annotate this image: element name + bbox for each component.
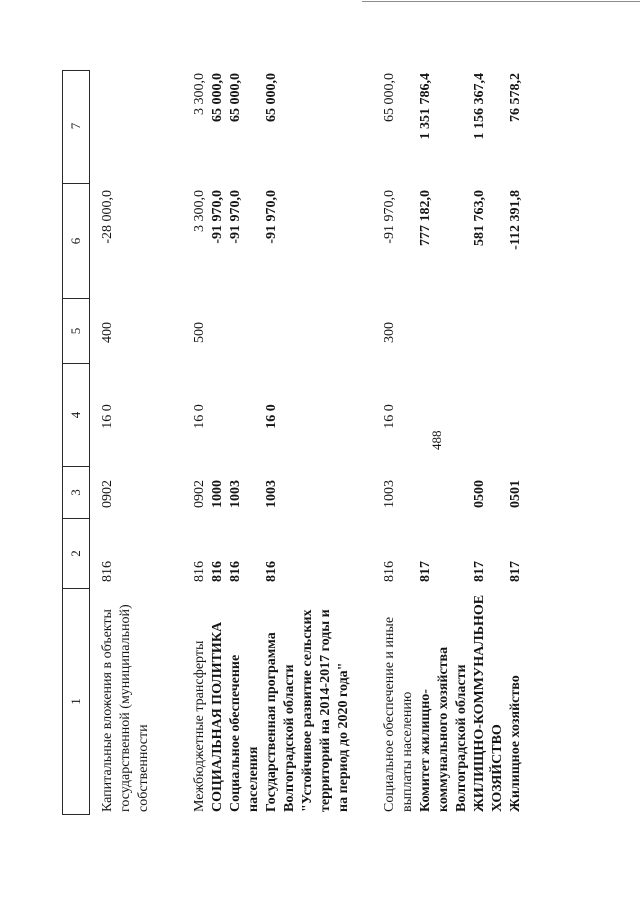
cell-change-amount: -91 970,0 (228, 190, 243, 244)
cell-department-code: 817 (508, 561, 523, 582)
row-name-line: СОЦИАЛЬНАЯ ПОЛИТИКА (210, 621, 225, 812)
cell-expense-type: 300 (382, 322, 397, 343)
row-name (227, 590, 263, 815)
cell-target-article: 16 0 (382, 404, 397, 429)
cell-change-amount: 3 300,0 (192, 190, 207, 232)
table-row (227, 70, 263, 815)
header-col-1: 1 (68, 698, 83, 705)
header-col-5: 5 (63, 299, 89, 364)
cell-total-amount: 65 000,0 (228, 73, 243, 122)
cell-section-code: 0500 (472, 480, 487, 508)
row-name-line: Волгоградской области (454, 664, 469, 812)
row-name-line: выплаты населению (400, 691, 415, 812)
cell-department-code: 816 (210, 561, 225, 582)
table-row (209, 70, 227, 815)
cell-total-amount: 65 000,0 (210, 73, 225, 122)
cell-change-amount: -91 970,0 (382, 190, 397, 244)
table-row (191, 70, 209, 815)
row-name-line: ХОЗЯЙСТВО (490, 724, 505, 812)
cell-section-code: 0501 (508, 480, 523, 508)
table-row (381, 70, 417, 815)
row-name-line: Социальное обеспечение (228, 654, 243, 812)
page-number: 488 (429, 430, 444, 450)
row-name-line: собственности (136, 724, 151, 812)
cell-total-amount: 1 156 367,4 (472, 73, 487, 140)
cell-department-code: 817 (418, 561, 433, 582)
cell-target-article: 16 0 (100, 404, 115, 429)
cell-total-amount: 65 000,0 (382, 73, 397, 122)
cell-expense-type: 500 (192, 322, 207, 343)
row-name-line: территорий на 2014-2017 годы и (318, 609, 333, 812)
cell-section-code: 1003 (382, 480, 397, 508)
cell-target-article: 16 0 (192, 404, 207, 429)
header-col-4: 4 (63, 364, 89, 467)
cell-change-amount: -112 391,8 (508, 190, 523, 250)
cell-expense-type: 400 (100, 322, 115, 343)
table-row (99, 70, 153, 815)
row-name-line: Волгоградской области (282, 664, 297, 812)
cell-change-amount: 581 763,0 (472, 190, 487, 246)
cell-change-amount: -28 000,0 (100, 190, 115, 244)
table-header (62, 70, 90, 815)
row-name-line: "Устойчивое развитие сельских (300, 609, 315, 812)
header-col-7: 7 (63, 69, 89, 184)
row-name-line: Межбюджетные трансферты (192, 640, 207, 812)
row-name (381, 590, 417, 815)
row-name-line: государственной (муниципальной) (118, 604, 133, 812)
header-col-6: 6 (63, 184, 89, 299)
cell-section-code: 1003 (228, 480, 243, 508)
cell-section-code: 0902 (100, 480, 115, 508)
cell-section-code: 1003 (264, 480, 279, 508)
row-name (99, 590, 153, 815)
cell-target-article: 16 0 (264, 404, 279, 429)
row-name-line: Капитальные вложения в объекты (100, 609, 115, 812)
row-name-line: Жилищное хозяйство (508, 675, 523, 812)
cell-change-amount: -91 970,0 (264, 190, 279, 244)
row-name-line: Комитет жилищно- (418, 689, 433, 812)
header-col-3: 3 (63, 467, 89, 519)
row-name-line: ЖИЛИЩНО-КОММУНАЛЬНОЕ (472, 594, 487, 812)
table-row (471, 70, 507, 815)
row-name-line: Государственная программа (264, 632, 279, 812)
row-name-line: на период до 2020 года" (336, 662, 351, 812)
cell-department-code: 817 (472, 561, 487, 582)
row-name-line: коммунального хозяйства (436, 646, 451, 812)
cell-department-code: 816 (264, 561, 279, 582)
cell-total-amount: 76 578,2 (508, 73, 523, 122)
row-name-line: Социальное обеспечение и иные (382, 616, 397, 812)
cell-department-code: 816 (192, 561, 207, 582)
cell-section-code: 1000 (210, 480, 225, 508)
table-row (263, 70, 353, 815)
cell-section-code: 0902 (192, 480, 207, 508)
header-col-2: 2 (63, 519, 89, 589)
cell-department-code: 816 (100, 561, 115, 582)
table-row (417, 70, 471, 815)
row-name (263, 590, 353, 815)
cell-department-code: 816 (228, 561, 243, 582)
cell-department-code: 816 (382, 561, 397, 582)
row-name (471, 590, 507, 815)
cell-total-amount: 1 351 786,4 (418, 73, 433, 140)
row-name (507, 590, 525, 815)
table-row (507, 70, 525, 815)
row-name (209, 590, 227, 815)
row-name-line: населения (246, 746, 261, 812)
cell-change-amount: -91 970,0 (210, 190, 225, 244)
cell-change-amount: 777 182,0 (418, 190, 433, 246)
cell-total-amount: 3 300,0 (192, 73, 207, 115)
row-name (417, 590, 471, 815)
cell-total-amount: 65 000,0 (264, 73, 279, 122)
row-name (191, 590, 209, 815)
